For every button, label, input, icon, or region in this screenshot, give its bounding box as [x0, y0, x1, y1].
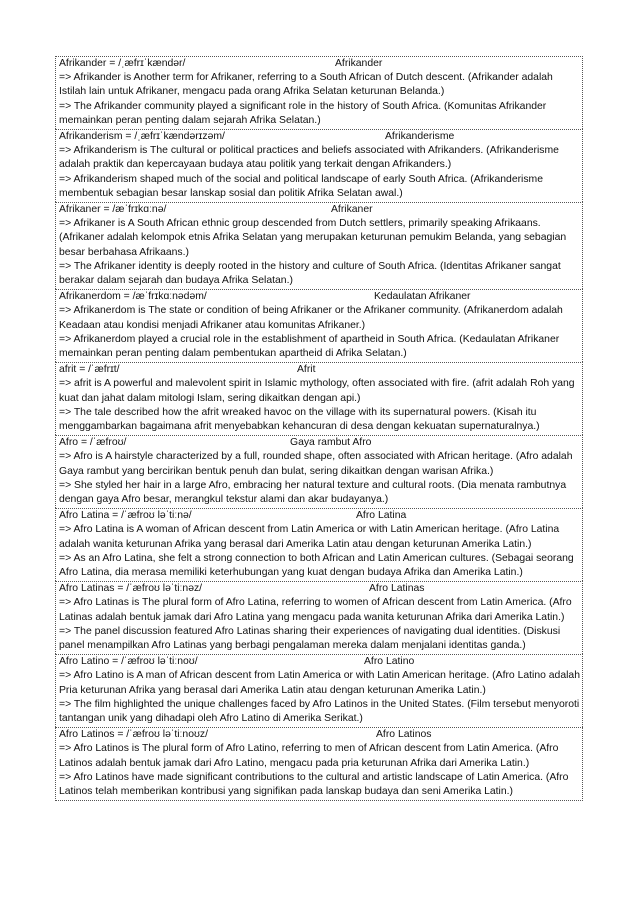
entry-afrikander	[55, 56, 583, 129]
entry-translation: Afro Latinas	[369, 583, 425, 595]
example-line: => The tale described how the afrit wreaked havoc on the village with its supernatural powers. (Kisah itu menggambarkan bagaimana afrit menyebabkan kehancuran di desa dengan kekuatan supernaturalnya.)	[59, 406, 540, 432]
entry-afro-latino	[55, 654, 583, 727]
entry-translation: Afrikaner	[331, 204, 373, 215]
example-line: => Afrikanerdom played a crucial role in the establishment of apartheid in South Africa. (Kedaulatan Afrikaner memainkan peran penting dalam pembentukan apartheid di Afrika Selatan.)	[59, 333, 560, 359]
example-line: => Afro Latinos have made significant contributions to the cultural and artistic landscape of Latin America. (Afro Latinos telah memberikan kontribusi yang signifikan pada lanskap budaya dan seni Amerika Latin.)	[59, 771, 569, 797]
example-line: => The Afrikander community played a significant role in the history of South Africa. (Komunitas Afrikander memainkan peran penting dalam sejarah Afrika Selatan.)	[59, 100, 547, 126]
entry-afrit	[55, 362, 583, 435]
entry-headword: Afro Latinas = /ˈæfroʊ ləˈtiːnəz/	[59, 583, 203, 595]
entry-headword: Afrikanerdom = /æˈfrɪkɑːnədəm/	[59, 291, 207, 303]
entry-translation: Afrikanderisme	[385, 131, 455, 142]
example-line: => Afro Latina is A woman of African descent from Latin America or with Latin American heritage. (Afro Latina adalah wanita keturunan Afrika yang berasal dari Amerika Latin atau dengan keturunan Amerika Latin.)	[59, 524, 560, 550]
entry-afrikanderism	[55, 129, 583, 202]
example-line: => As an Afro Latina, she felt a strong connection to both African and Latin American cultures. (Sebagai seorang Afro Latina, dia merasa memiliki keterhubungan yang kuat dengan budaya Afrika dan Amerika Latin.)	[59, 552, 574, 578]
example-line: => Afrikanerdom is The state or condition of being Afrikaner or the Afrikaner community. (Afrikanerdom adalah Keadaan atau kondisi menjadi Afrikaner atau komunitas Afrikaner.)	[59, 305, 563, 331]
example-line: => Afrikanderism is The cultural or political practices and beliefs associated with Afrikanders. (Afrikanderisme adalah praktik dan kepercayaan budaya atau politik yang terkait dengan Afrikanders.)	[59, 145, 559, 171]
entry-headword: Afro Latinos = /ˈæfroʊ ləˈtiːnoʊz/	[59, 729, 208, 741]
example-line: => Afro Latino is A man of African descent from Latin America or with Latin American heritage. (Afro Latino adalah Pria keturunan Afrika yang berasal dari Amerika Latin atau dengan keturunan Amerika Latin.)	[59, 670, 580, 696]
entry-translation: Afro Latinos	[376, 729, 432, 741]
example-line: => The film highlighted the unique challenges faced by Afro Latinos in the United States. (Film tersebut menyoroti tantangan unik yang dihadapi oleh Afro Latino di Amerika Serikat.)	[59, 698, 580, 724]
entry-afro	[55, 435, 583, 508]
entry-translation: Afrit	[297, 364, 316, 376]
example-line: => Afro is A hairstyle characterized by a full, rounded shape, often associated with African heritage. (Afro adalah Gaya rambut yang bercirikan bentuk penuh dan bulat, sering dikaitkan dengan warisan Afrika.)	[59, 451, 573, 477]
example-line: => Afro Latinas is The plural form of Afro Latina, referring to women of African descent from Latin America. (Afro Latinas adalah bentuk jamak dari Afro Latina yang mengacu pada wanita keturunan Afrika dari Amerika Latin.)	[59, 597, 572, 623]
example-line: => afrit is A powerful and malevolent spirit in Islamic mythology, often associated with fire. (afrit adalah Roh yang kuat dan jahat dalam mitologi Islam, sering dikaitkan dengan api.)	[59, 378, 575, 404]
example-line: => Afrikander is Another term for Afrikaner, referring to a South African of Dutch descent. (Afrikander adalah Istilah lain untuk Afrikaner, mengacu pada orang Afrika Selatan keturunan Belanda.)	[59, 72, 553, 98]
entry-translation: Afrikander	[335, 58, 383, 69]
entry-headword: Afro Latino = /ˈæfroʊ ləˈtiːnoʊ/	[59, 656, 198, 668]
entry-translation: Kedaulatan Afrikaner	[374, 291, 471, 303]
entry-translation: Afro Latino	[364, 656, 415, 668]
example-line: => She styled her hair in a large Afro, embracing her natural texture and cultural roots. (Dia menata rambutnya dengan gaya Afro besar, merangkul tekstur alami dan akar budayanya.)	[59, 479, 567, 505]
entry-translation: Afro Latina	[356, 510, 407, 522]
dictionary-page	[55, 56, 583, 801]
example-line: => Afrikaner is A South African ethnic group descended from Dutch settlers, primarily speaking Afrikaans. (Afrikaner adalah kelompok etnis Afrika Selatan yang merupakan keturunan pemukim Belanda, yang sebagian besar berbahasa Afrikaans.)	[59, 218, 567, 258]
entry-afrikanerdom	[55, 289, 583, 362]
entry-headword: Afro = /ˈæfroʊ/	[59, 437, 127, 449]
entry-afro-latinas	[55, 581, 583, 654]
entry-afro-latinos	[55, 727, 583, 801]
entry-headword: Afrikaner = /æˈfrɪkɑːnə/	[59, 204, 167, 215]
example-line: => Afrikanderism shaped much of the social and political landscape of early South Africa. (Afrikanderisme membentuk sebagian besar lanskap sosial dan politik Afrika Selatan awal.)	[59, 173, 543, 199]
example-line: => Afro Latinos is The plural form of Afro Latino, referring to men of African descent from Latin America. (Afro Latinos adalah bentuk jamak dari Afro Latino, mengacu pada pria keturunan Afrika dari Amerika Latin.)	[59, 743, 559, 769]
entry-headword: afrit = /ˈæfrɪt/	[59, 364, 120, 376]
entry-headword: Afrikanderism = /ˌæfrɪˈkændərɪzəm/	[59, 131, 225, 142]
example-line: => The Afrikaner identity is deeply rooted in the history and culture of South Africa. (Identitas Afrikaner sangat berakar dalam sejarah dan budaya Afrika Selatan.)	[59, 260, 561, 286]
entry-headword: Afrikander = /ˌæfrɪˈkændər/	[59, 58, 186, 69]
entry-afro-latina	[55, 508, 583, 581]
entry-headword: Afro Latina = /ˈæfroʊ ləˈtiːnə/	[59, 510, 192, 522]
example-line: => The panel discussion featured Afro Latinas sharing their experiences of navigating dual identities. (Diskusi panel menampilkan Afro Latinas yang berbagi pengalaman mereka dalam menjalani identitas ganda.)	[59, 625, 561, 651]
entry-afrikaner	[55, 202, 583, 289]
entry-translation: Gaya rambut Afro	[290, 437, 372, 449]
